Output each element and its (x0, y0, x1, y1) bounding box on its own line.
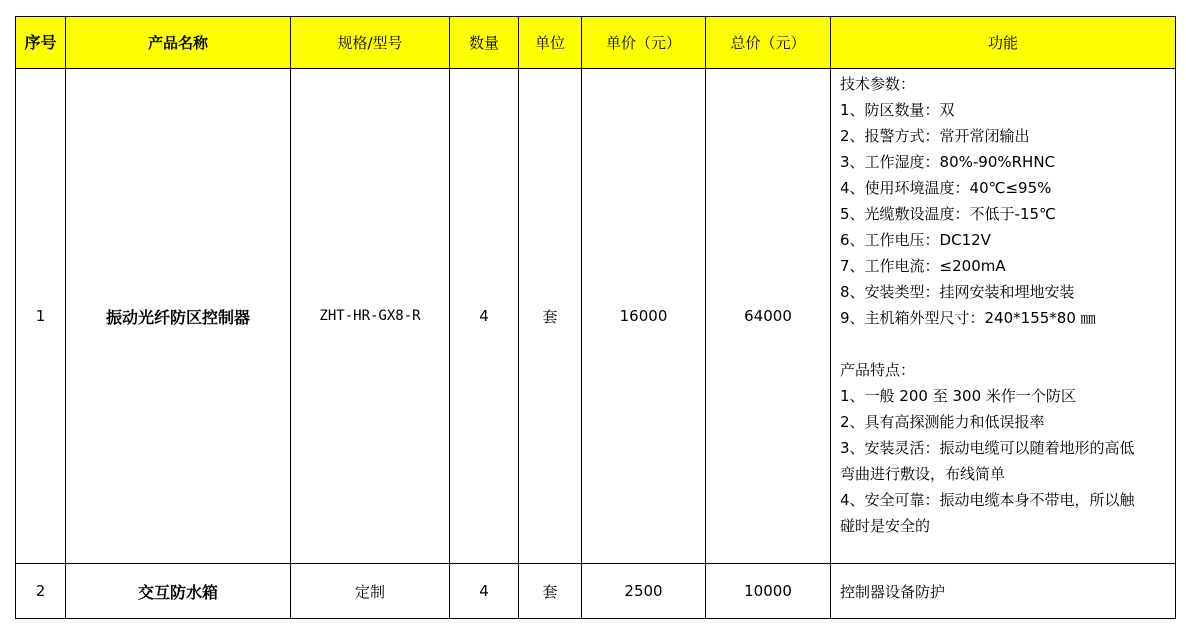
header-total: 总价（元） (706, 17, 831, 69)
header-row (16, 17, 1176, 69)
func-line: 技术参数： (840, 75, 916, 93)
cell-func: 控制器设备防护 (831, 564, 1176, 619)
header-unit: 单位 (519, 17, 582, 69)
cell-name: 交互防水箱 (66, 564, 291, 619)
cell-func (831, 69, 1176, 564)
cell-unit: 套 (519, 564, 582, 619)
func-line: 9、主机箱外型尺寸：240*155*80 ㎜ (840, 309, 1096, 327)
func-line: 1、一般 200 至 300 米作一个防区 (840, 387, 1076, 405)
cell-qty: 4 (450, 69, 519, 564)
cell-qty: 4 (450, 564, 519, 619)
product-table (15, 16, 1176, 619)
cell-unit: 套 (519, 69, 582, 564)
func-line: 1、防区数量：双 (840, 101, 955, 119)
table-row (16, 69, 1176, 564)
func-line: 3、安装灵活：振动电缆可以随着地形的高低 (840, 439, 1135, 457)
func-line: 弯曲进行敷设，布线简单 (840, 465, 1006, 483)
func-line: 8、安装类型：挂网安装和埋地安装 (840, 283, 1075, 301)
table-row (16, 564, 1176, 619)
cell-seq: 1 (16, 69, 66, 564)
cell-seq: 2 (16, 564, 66, 619)
func-line: 4、使用环境温度：40℃≤95% (840, 179, 1052, 197)
cell-price: 2500 (582, 564, 706, 619)
cell-model: ZHT-HR-GX8-R (291, 69, 450, 564)
cell-total: 64000 (706, 69, 831, 564)
cell-name: 振动光纤防区控制器 (66, 69, 291, 564)
header-seq: 序号 (16, 17, 66, 69)
cell-total: 10000 (706, 564, 831, 619)
func-line: 6、工作电压：DC12V (840, 231, 991, 249)
header-price: 单价（元） (582, 17, 706, 69)
header-model: 规格/型号 (291, 17, 450, 69)
func-line: 4、安全可靠：振动电缆本身不带电，所以触 (840, 491, 1135, 509)
header-qty: 数量 (450, 17, 519, 69)
cell-model: 定制 (291, 564, 450, 619)
func-line: 7、工作电流：≤200mA (840, 257, 1006, 275)
func-line: 2、报警方式：常开常闭输出 (840, 127, 1030, 145)
func-line: 产品特点： (840, 361, 916, 379)
cell-price: 16000 (582, 69, 706, 564)
func-line: 5、光缆敷设温度：不低于-15℃ (840, 205, 1056, 223)
header-func: 功能 (831, 17, 1176, 69)
func-line: 2、具有高探测能力和低误报率 (840, 413, 1045, 431)
func-line-blank (840, 331, 1167, 357)
func-line: 3、工作湿度：80%-90%RHNC (840, 153, 1056, 171)
func-line: 碰时是安全的 (840, 517, 931, 535)
header-name: 产品名称 (66, 17, 291, 69)
